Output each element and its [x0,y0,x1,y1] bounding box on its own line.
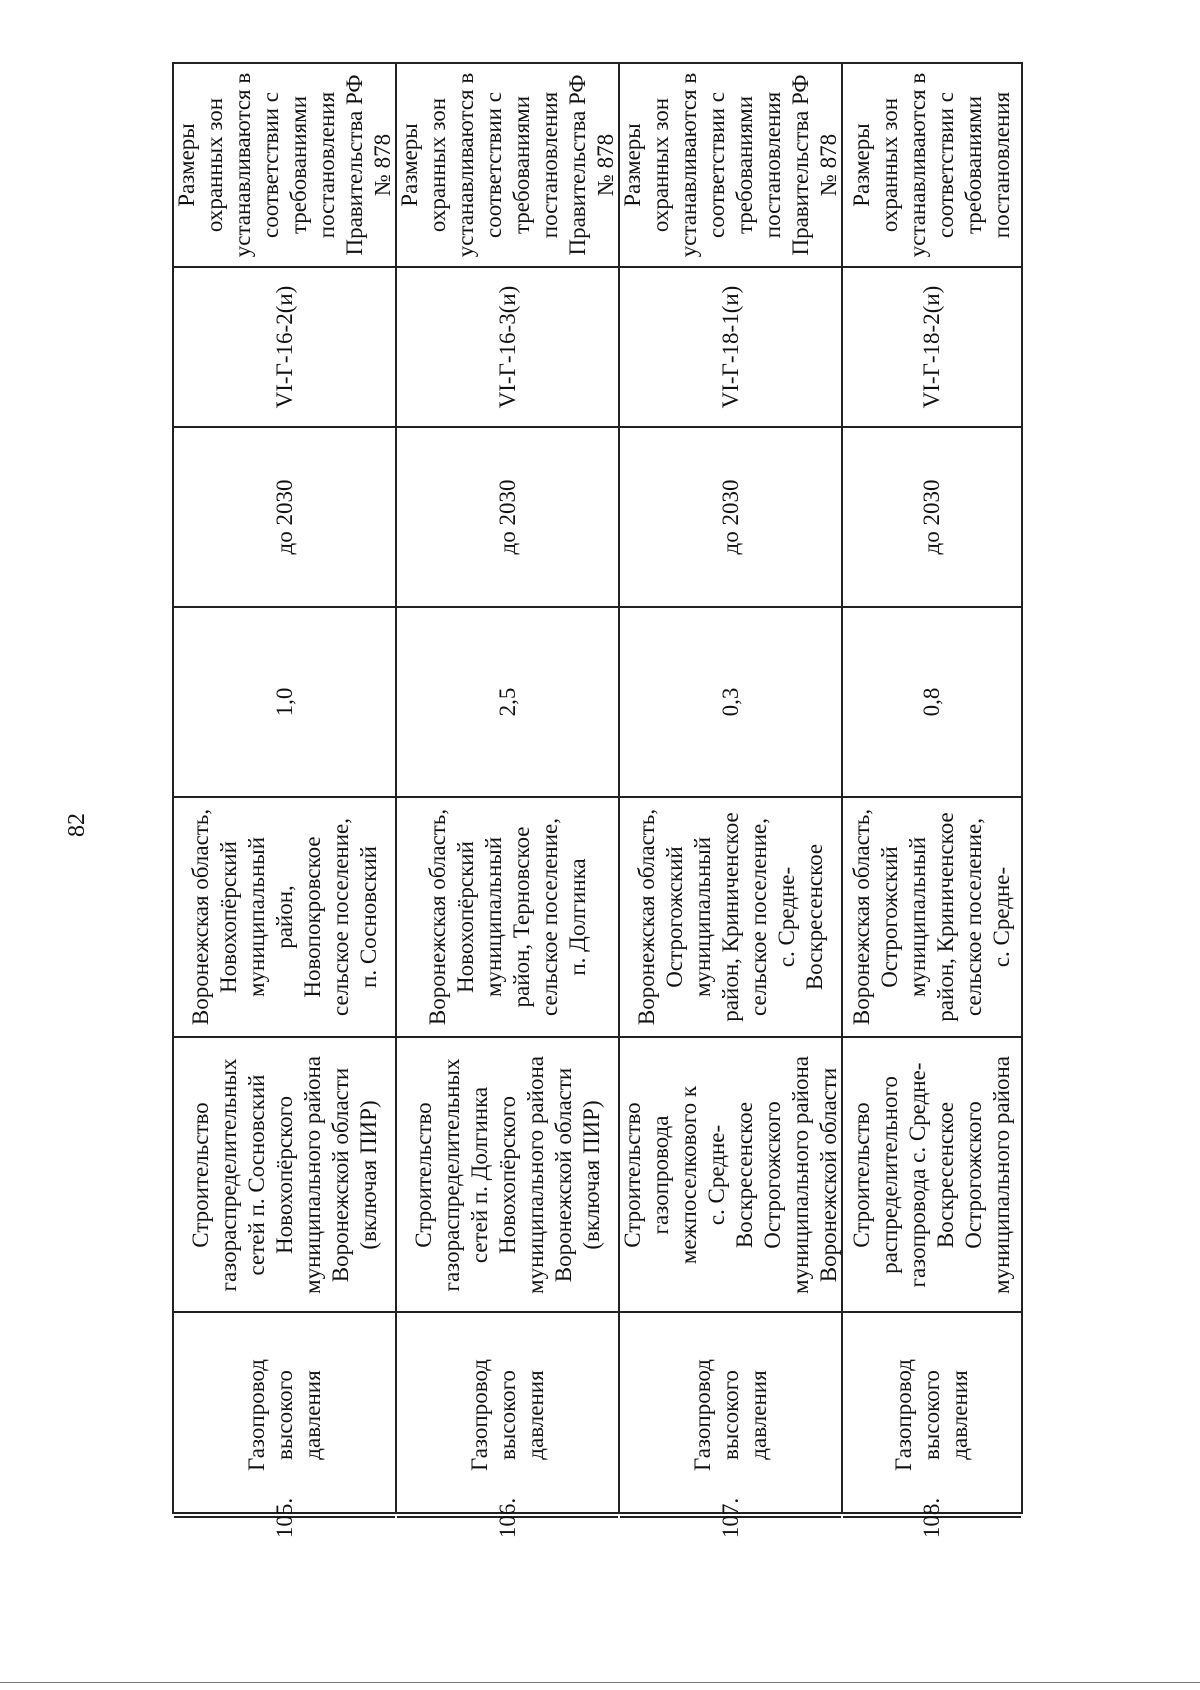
cell-text-line: постановления [313,91,339,239]
cell-text-line: сетей п. Долгинка [466,1086,492,1263]
cell-text-line: п. Долгинка [564,858,590,976]
cell-text-line: устанавливаются в [675,72,701,258]
cell-text-line: Воронежская область, [849,808,874,1026]
cell-text-line: район, Терновское [508,826,534,1008]
cell-text-line: до 2030 [494,479,520,555]
object-type-cell [397,1311,618,1516]
table-row [172,62,397,1539]
cell-text-line: Воронежской области [550,1067,576,1282]
cell-text-line: № 878 [592,133,618,197]
location-cell [620,796,841,1036]
deadline-cell [174,426,395,606]
location-cell [174,796,395,1036]
cell-text-line: сельское поселение, [961,818,986,1016]
cell-text-line: район, Криниченское [933,812,958,1022]
cell-text-line: высокого [717,1369,743,1460]
cell-text-line: Воскресенское [933,1101,958,1248]
cell-text-line: 2,5 [494,687,520,717]
project-name-cell [620,1036,841,1311]
cell-text-line: муниципального района [522,1055,548,1294]
cell-text-line: VI-Г-16-2(и) [271,285,297,409]
cell-text-line: газопровода [647,1115,673,1234]
object-type-cell [843,1311,1021,1516]
cell-text-line: муниципальный [689,836,715,998]
object-type-cell [620,1311,841,1516]
cell-text-line: с. Средне- [989,866,1014,968]
cell-text-line: 105. [271,1497,297,1539]
cell-text-line: муниципальный [480,836,506,998]
cell-text-line: газораспределительных [438,1058,464,1291]
cell-text-line: Правительства РФ [341,74,367,256]
cell-text-line: Воронежская область, [424,808,450,1026]
cell-text-line: требованиями [508,95,534,235]
cell-text-line: VI-Г-18-2(и) [919,285,944,409]
cell-text-line: № 878 [815,133,841,197]
cell-text-line: Воронежская область, [633,808,659,1026]
object-code-cell [620,266,841,426]
cell-text-line: VI-Г-18-1(и) [717,285,743,409]
cell-text-line: соответствии с [933,92,958,238]
cell-text-line: муниципального района [989,1055,1014,1294]
cell-text-line: давления [947,1369,972,1460]
table-row [395,62,620,1539]
cell-text-line: Острогожского [759,1100,785,1249]
cell-text-line: Строительство [849,1101,874,1248]
cell-text-line: требованиями [961,95,986,235]
cell-text-line: охранных зон [647,97,673,233]
cell-text-line: Строительство [410,1101,436,1248]
object-code-cell [174,266,395,426]
cell-text-line: район, [271,885,297,949]
cell-text-line: муниципального района [787,1055,813,1294]
cell-text-line: Острогожский [877,846,902,988]
cell-text-line: постановления [989,91,1014,239]
page-number: 82 [64,813,90,837]
length-cell [843,606,1021,796]
cell-text-line: давления [522,1369,548,1460]
cell-text-line: Воскресенское [731,1101,757,1248]
cell-text-line: высокого [271,1369,297,1460]
location-cell [397,796,618,1036]
security-zone-cell [620,64,841,266]
cell-text-line: Размеры [396,123,422,207]
cell-text-line: газораспределительных [215,1058,241,1291]
cell-text-line: 1,0 [271,687,297,717]
cell-text-line: Новохопёрский [215,841,241,993]
cell-text-line: 108. [919,1497,944,1539]
cell-text-line: Острогожского [961,1100,986,1249]
cell-text-line: с. Средне- [773,866,799,968]
cell-text-line: муниципальный [905,836,930,998]
cell-text-line: Новохопёрский [452,841,478,993]
cell-text-line: № 878 [369,133,395,197]
cell-text-line: сетей п. Сосновский [243,1074,269,1275]
cell-text-line: Новохопёрского [494,1095,520,1254]
row-number-cell [397,1497,618,1539]
cell-text-line: до 2030 [919,479,944,555]
cell-text-line: муниципального района [299,1055,325,1294]
cell-text-line: сельское поселение, [745,818,771,1016]
cell-text-line: охранных зон [424,97,450,233]
table-row [618,62,843,1539]
cell-text-line: требованиями [285,95,311,235]
length-cell [174,606,395,796]
cell-text-line: Газопровод [466,1358,492,1471]
cell-text-line: до 2030 [271,479,297,555]
cell-text-line: устанавливаются в [452,72,478,258]
cell-text-line: Новопокровское [299,836,325,998]
row-number-cell [174,1497,395,1539]
cell-text-line: охранных зон [201,97,227,233]
object-code-cell [397,266,618,426]
cell-text-line: Размеры [173,123,199,207]
cell-text-line: распределительного [877,1075,902,1274]
project-name-cell [397,1036,618,1311]
cell-text-line: давления [745,1369,771,1460]
length-cell [620,606,841,796]
deadline-cell [620,426,841,606]
bottom-rule [0,1682,1200,1683]
cell-text-line: Воронежской области [815,1067,841,1282]
cell-text-line: 106. [494,1497,520,1539]
cell-text-line: Острогожский [661,846,687,988]
cell-text-line: межпоселкового к [675,1085,701,1264]
cell-text-line: постановления [536,91,562,239]
cell-text-line: с. Средне- [703,1124,729,1225]
cell-text-line: VI-Г-16-3(и) [494,285,520,409]
cell-text-line: устанавливаются в [229,72,255,258]
cell-text-line: постановления [759,91,785,239]
cell-text-line: Правительства РФ [564,74,590,256]
cell-text-line: Воронежская область, [187,808,213,1026]
location-cell [843,796,1021,1036]
security-zone-cell [397,64,618,266]
security-zone-cell [174,64,395,266]
cell-text-line: 0,3 [717,687,743,717]
cell-text-line: высокого [494,1369,520,1460]
cell-text-line: 0,8 [919,687,944,717]
row-number-cell [620,1497,841,1539]
cell-text-line: соответствии с [257,92,283,238]
table-row [841,62,1023,1539]
cell-text-line: район, Криниченское [717,812,743,1022]
cell-text-line: сельское поселение, [327,818,353,1016]
cell-text-line: муниципальный [243,836,269,998]
cell-text-line: высокого [919,1369,944,1460]
cell-text-line: газопровода с. Средне- [905,1062,930,1287]
cell-text-line: Размеры [849,123,874,207]
deadline-cell [843,426,1021,606]
cell-text-line: Строительство [619,1101,645,1248]
cell-text-line: 107. [717,1497,743,1539]
project-name-cell [843,1036,1021,1311]
cell-text-line: соответствии с [703,92,729,238]
security-zone-cell [843,64,1021,266]
cell-text-line: сельское поселение, [536,818,562,1016]
cell-text-line: (включая ПИР) [355,1099,381,1250]
cell-text-line: (включая ПИР) [578,1099,604,1250]
cell-text-line: п. Сосновский [355,846,381,988]
deadline-cell [397,426,618,606]
cell-text-line: Правительства РФ [787,74,813,256]
length-cell [397,606,618,796]
cell-text-line: Размеры [619,123,645,207]
object-type-cell [174,1311,395,1516]
cell-text-line: давления [299,1369,325,1460]
cell-text-line: Газопровод [689,1358,715,1471]
project-name-cell [174,1036,395,1311]
cell-text-line: Строительство [187,1101,213,1248]
cell-text-line: Воронежской области [327,1067,353,1282]
cell-text-line: до 2030 [717,479,743,555]
object-code-cell [843,266,1021,426]
cell-text-line: охранных зон [877,97,902,233]
cell-text-line: Воскресенское [801,843,827,991]
cell-text-line: Газопровод [243,1358,269,1471]
cell-text-line: Газопровод [891,1358,916,1471]
row-number-cell [843,1497,1021,1539]
cell-text-line: требованиями [731,95,757,235]
cell-text-line: устанавливаются в [905,72,930,258]
cell-text-line: соответствии с [480,92,506,238]
cell-text-line: Новохопёрского [271,1095,297,1254]
